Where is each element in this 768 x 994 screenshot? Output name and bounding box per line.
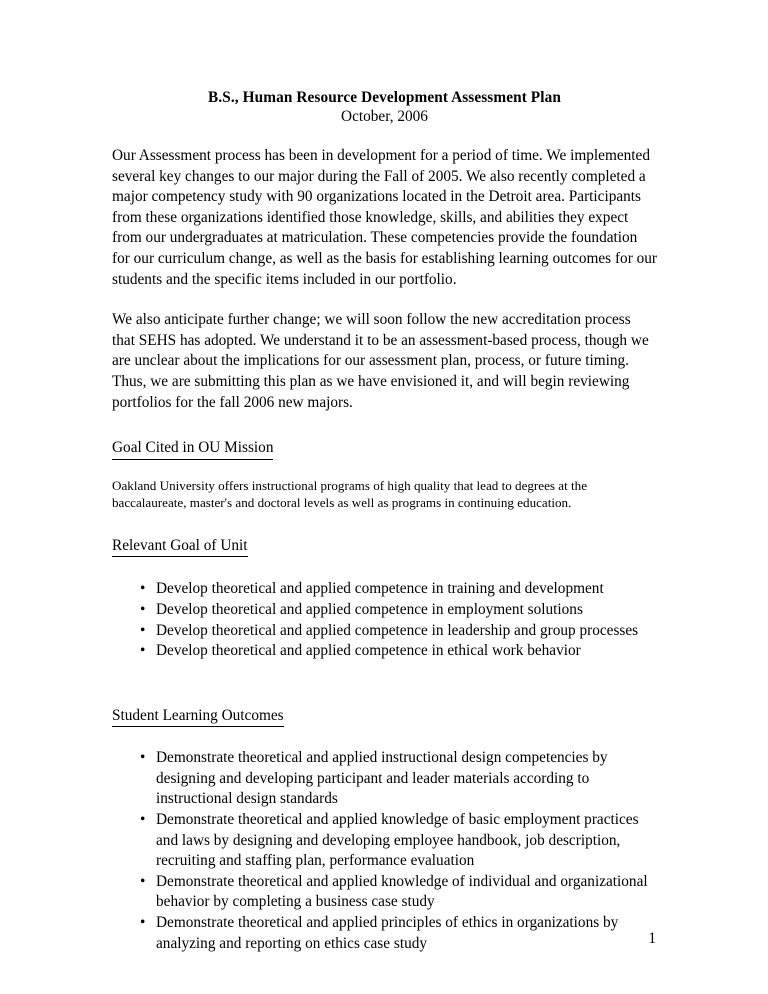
student-learning-outcomes-bullet-list (112, 748, 657, 954)
list-item (112, 872, 656, 913)
bullet-point-icon: • (140, 811, 146, 829)
list-item-text: Develop theoretical and applied competence in ethical work behavior (156, 642, 581, 660)
document-body (112, 88, 657, 954)
heading-student-learning-outcomes: Student Learning Outcomes (112, 706, 284, 728)
bullet-point-icon: • (140, 749, 146, 767)
bullet-point-icon: • (140, 600, 146, 618)
list-item (112, 748, 656, 810)
list-item (112, 810, 656, 872)
section-student-learning-outcomes (112, 706, 657, 728)
intro-paragraph-2: We also anticipate further change; we will soon follow the new accreditation process that SEHS has adopted. We understand it to be an assessment-based process, though we are unclear about the implications for our assessment plan, process, or future timing. Thus, we are submitting this plan as we have envisioned it, and will begin reviewing portfolios for the fall 2006 new majors. (112, 311, 649, 411)
list-item-text: Develop theoretical and applied competence in employment solutions (156, 600, 583, 618)
list-item (112, 579, 676, 600)
list-item (112, 641, 676, 662)
intro-paragraph-1: Our Assessment process has been in development for a period of time. We implemented several key changes to our major during the Fall of 2005. We also recently completed a major competency study with 90 organizations located in the Detroit area. Participants from these organizations identified those knowledge, skills, and abilities they expect from our undergraduates at matriculation. These competencies provide the foundation for our curriculum change, as well as the basis for establishing learning outcomes for our students and the specific items included in our portfolio. (112, 147, 658, 288)
bullet-point-icon: • (140, 580, 146, 598)
bullet-point-icon: • (140, 621, 146, 639)
list-item-text: Develop theoretical and applied competence in training and development (156, 580, 604, 598)
list-item (112, 600, 676, 621)
document-title: B.S., Human Resource Development Assessment Plan (208, 89, 561, 106)
heading-relevant-goal-of-unit: Relevant Goal of Unit (112, 536, 248, 558)
page-number: 1 (648, 930, 656, 947)
bullet-point-icon: • (140, 914, 146, 932)
section-relevant-goal (112, 536, 657, 558)
bullet-point-icon: • (140, 642, 146, 660)
list-item-text: Demonstrate theoretical and applied knowledge of basic employment practices and laws by designing and developing employee handbook, job description, recruiting and staffing plan, performance evaluation (156, 811, 639, 870)
bullet-point-icon: • (140, 872, 146, 890)
document-date: October, 2006 (341, 108, 428, 125)
relevant-goal-bullet-list (112, 579, 657, 661)
list-item-text: Demonstrate theoretical and applied principles of ethics in organizations by analyzing and reporting on ethics case study (156, 914, 619, 952)
list-item (112, 621, 676, 642)
list-item-text: Demonstrate theoretical and applied instructional design competencies by designing and developing participant and leader materials according to instructional design standards (156, 749, 608, 808)
list-item-text: Demonstrate theoretical and applied knowledge of individual and organizational behavior by completing a business case study (156, 872, 648, 911)
heading-goal-cited-in-ou-mission: Goal Cited in OU Mission (112, 438, 273, 460)
list-item-text: Develop theoretical and applied competence in leadership and group processes (156, 621, 639, 639)
ou-mission-statement: Oakland University offers instructional programs of high quality that lead to degrees at the baccalaureate, master's and doctoral levels as well as programs in continuing education. (112, 477, 588, 511)
section-goal-cited (112, 438, 657, 460)
